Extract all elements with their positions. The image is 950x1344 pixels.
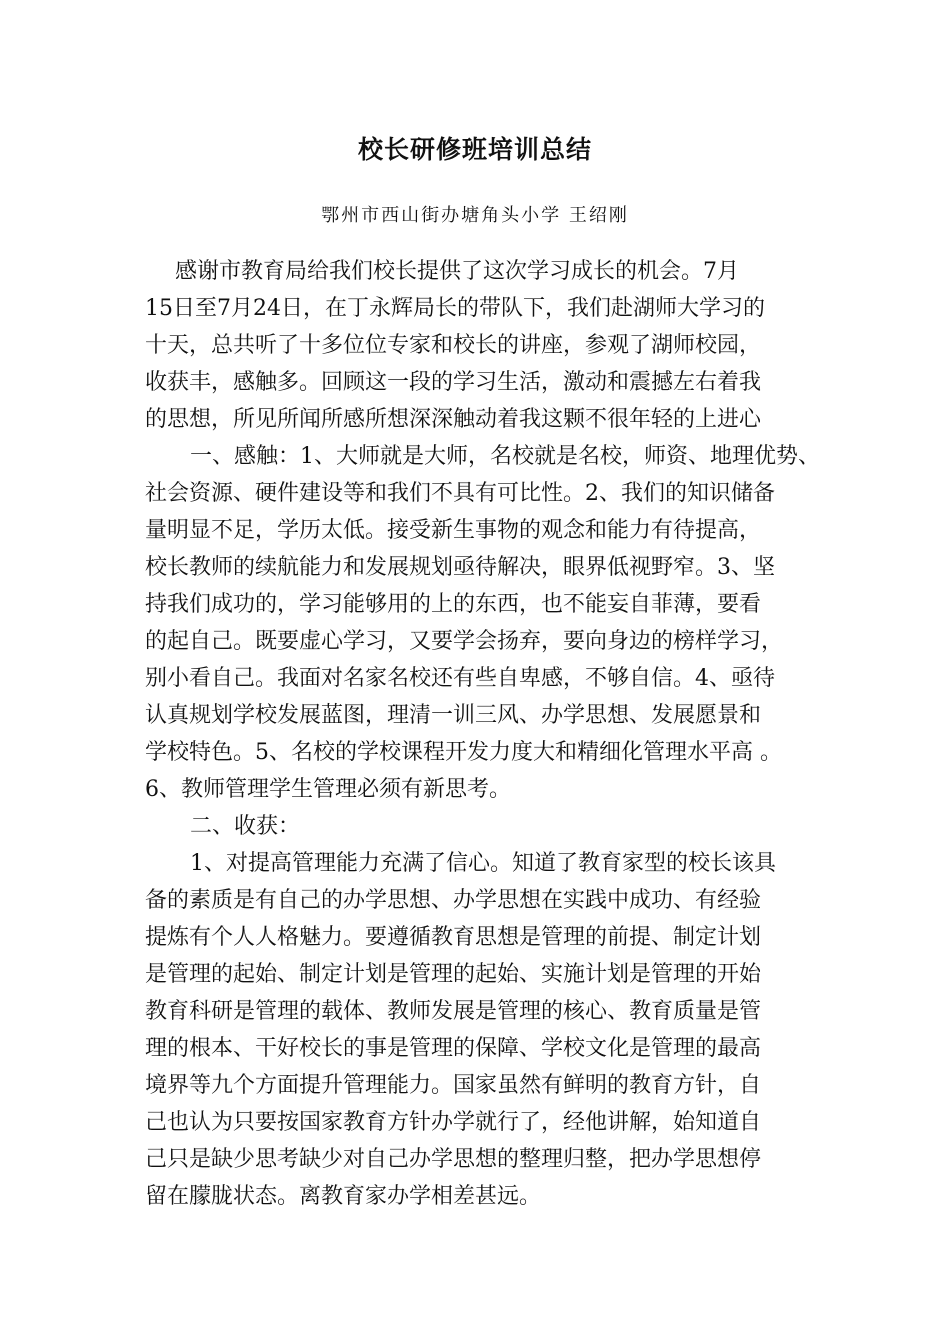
paragraph-line: 感谢市教育局给我们校长提供了这次学习成长的机会。7月 [175,259,739,284]
paragraph-line: 收获丰，感触多。回顾这一段的学习生活，激动和震撼左右着我 [145,370,762,395]
document-body [145,253,835,1215]
paragraph-line: 是管理的起始、制定计划是管理的起始、实施计划是管理的开始 [145,962,762,987]
paragraph-line: 社会资源、硬件建设等和我们不具有可比性。2、我们的知识储备 [145,481,775,506]
paragraph-line: 理的根本、干好校长的事是管理的保障、学校文化是管理的最高 [145,1036,762,1061]
paragraph-line: 6、教师管理学生管理必须有新思考。 [145,777,511,802]
paragraph-line: 1、对提高管理能力充满了信心。知道了教育家型的校长该具 [190,851,776,876]
document-title: 校长研修班培训总结 [357,135,592,164]
paragraph-line: 教育科研是管理的载体、教师发展是管理的核心、教育质量是管 [145,999,762,1024]
paragraph-line: 持我们成功的，学习能够用的上的东西，也不能妄自菲薄，要看 [145,592,762,617]
paragraph-line: 学校特色。5、名校的学校课程开发力度大和精细化管理水平高 。 [145,740,782,765]
author-line: 鄂州市西山街办塘角头小学 王绍刚 [321,205,629,226]
paragraph-line: 别小看自己。我面对名家名校还有些自卑感，不够自信。4、亟待 [145,666,775,691]
paragraph-line: 的思想，所见所闻所感所想深深触动着我这颗不很年轻的上进心 [145,407,762,432]
paragraph-line: 留在朦胧状态。离教育家办学相差甚远。 [145,1184,542,1209]
paragraph-line: 量明显不足，学历太低。接受新生事物的观念和能力有待提高， [145,518,762,543]
paragraph-line: 己只是缺少思考缺少对自己办学思想的整理归整，把办学思想停 [145,1147,762,1172]
paragraph-line: 15日至7月24日，在丁永辉局长的带队下，我们赴湖师大学习的 [145,296,765,321]
paragraph-line: 的起自己。既要虚心学习，又要学会扬弃，要向身边的榜样学习， [145,629,784,654]
paragraph-line: 己也认为只要按国家教育方针办学就行了，经他讲解，始知道自 [145,1110,762,1135]
paragraph-line: 十天，总共听了十多位位专家和校长的讲座，参观了湖师校园， [145,333,762,358]
paragraph-line: 一、感触：1、大师就是大师，名校就是名校，师资、地理优势、 [190,444,820,469]
paragraph-line: 认真规划学校发展蓝图，理清一训三风、办学思想、发展愿景和 [145,703,762,728]
paragraph-line: 备的素质是有自己的办学思想、办学思想在实践中成功、有经验 [145,888,762,913]
paragraph-line: 境界等九个方面提升管理能力。国家虽然有鲜明的教育方针，自 [145,1073,762,1098]
paragraph-line: 提炼有个人人格魅力。要遵循教育思想是管理的前提、制定计划 [145,925,762,950]
section-heading: 二、收获： [190,814,301,839]
paragraph-line: 校长教师的续航能力和发展规划亟待解决，眼界低视野窄。3、坚 [145,555,775,580]
